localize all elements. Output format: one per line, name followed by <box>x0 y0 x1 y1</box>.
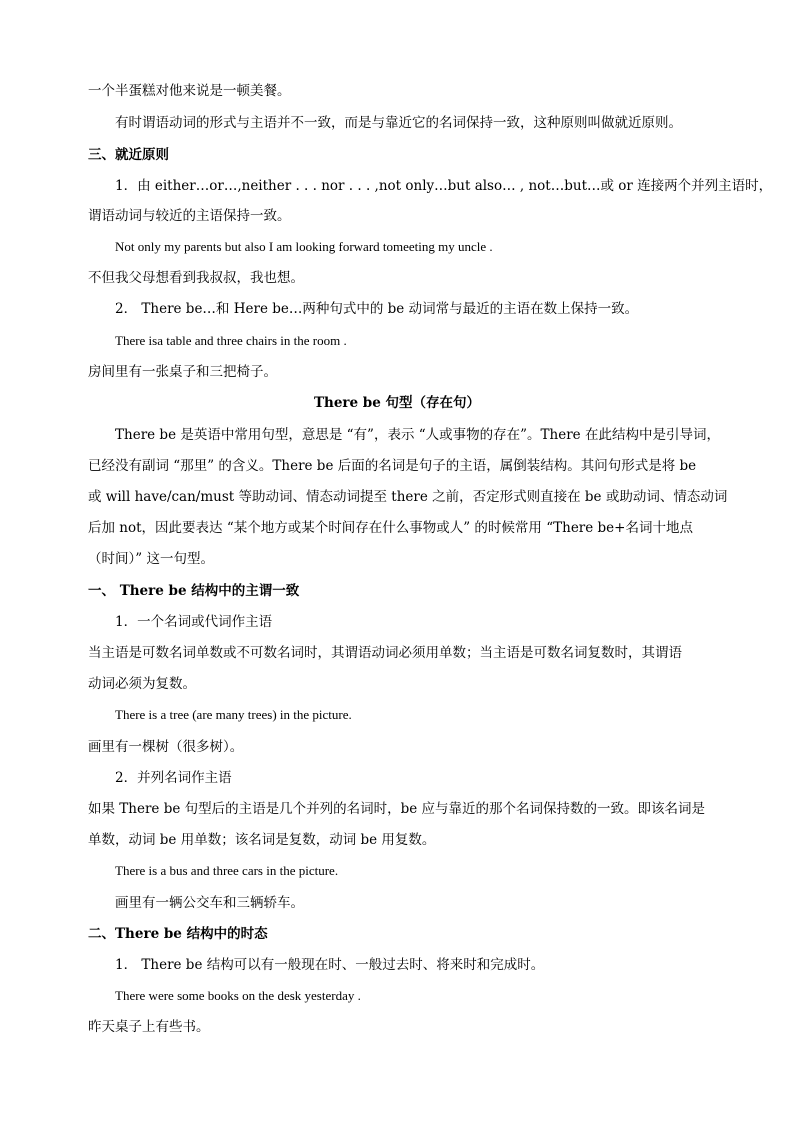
section-heading: 三、就近原则 <box>88 147 169 163</box>
section-title: There be 句型（存在句） <box>313 395 481 411</box>
translation-line: 房间里有一张桌子和三把椅子。 <box>88 364 277 380</box>
translation-line: 不但我父母想看到我叔叔，我也想。 <box>88 270 304 286</box>
section-heading: 二、There be 结构中的时态 <box>88 926 268 942</box>
subsection-heading: 1．一个名词或代词作主语 <box>115 614 273 630</box>
example-sentence: There isa table and three chairs in the room . <box>115 333 347 348</box>
example-sentence: There is a tree (are many trees) in the picture. <box>115 707 352 722</box>
example-sentence: Not only my parents but also I am looking forward tomeeting my uncle . <box>115 239 493 254</box>
paragraph-line: 或 will have/can/must 等助动词、情态动词提至 there 之前，否定形式则直接在 be 或助动词、情态动词 <box>88 489 728 505</box>
paragraph-line: 有时谓语动词的形式与主语并不一致，而是与靠近它的名词保持一致，这种原则叫做就近原则。 <box>115 115 682 131</box>
paragraph-line: 动词必须为复数。 <box>88 676 196 692</box>
translation-line: 昨天桌子上有些书。 <box>88 1019 210 1035</box>
subsection-heading: 2．并列名词作主语 <box>115 770 232 786</box>
example-sentence: There were some books on the desk yesterday . <box>115 988 361 1003</box>
paragraph-line: （时间）” 这一句型。 <box>88 551 214 567</box>
paragraph-line: 如果 There be 句型后的主语是几个并列的名词时，be 应与靠近的那个名词保持数的一致。即该名词是 <box>88 801 706 817</box>
example-sentence: There is a bus and three cars in the picture. <box>115 863 339 878</box>
section-heading: 一、 There be 结构中的主谓一致 <box>88 583 300 599</box>
translation-line: 画里有一棵树（很多树）。 <box>88 739 244 755</box>
paragraph-line: 单数，动词 be 用单数；该名词是复数，动词 be 用复数。 <box>88 832 436 848</box>
paragraph-line: There be 是英语中常用句型，意思是 “有”，表示 “人或事物的存在”。There 在此结构中是引导词， <box>115 427 720 443</box>
paragraph-line: 当主语是可数名词单数或不可数名词时，其谓语动词必须用单数；当主语是可数名词复数时，其谓语 <box>88 645 682 661</box>
translation-line: 画里有一辆公交车和三辆轿车。 <box>115 895 304 911</box>
paragraph-line: 一个半蛋糕对他来说是一顿美餐。 <box>88 83 291 99</box>
paragraph-line: 1．由 either…or…,neither . . . nor . . . ,not only…but also… , not…but…或 or 连接两个并列主语时， <box>115 178 773 194</box>
paragraph-line: 后加 not，因此要表达 “某个地方或某个时间存在什么事物或人” 的时候常用 “There be+名词十地点 <box>88 520 693 536</box>
paragraph-line: 2． There be…和 Here be…两种句式中的 be 动词常与最近的主语在数上保持一致。 <box>115 301 639 317</box>
paragraph-line: 谓语动词与较近的主语保持一致。 <box>88 208 291 224</box>
paragraph-line: 已经没有副词 “那里” 的含义。There be 后面的名词是句子的主语，属倒装结构。其问句形式是将 be <box>88 458 697 474</box>
subsection-heading: 1． There be 结构可以有一般现在时、一般过去时、将来时和完成时。 <box>115 957 545 973</box>
